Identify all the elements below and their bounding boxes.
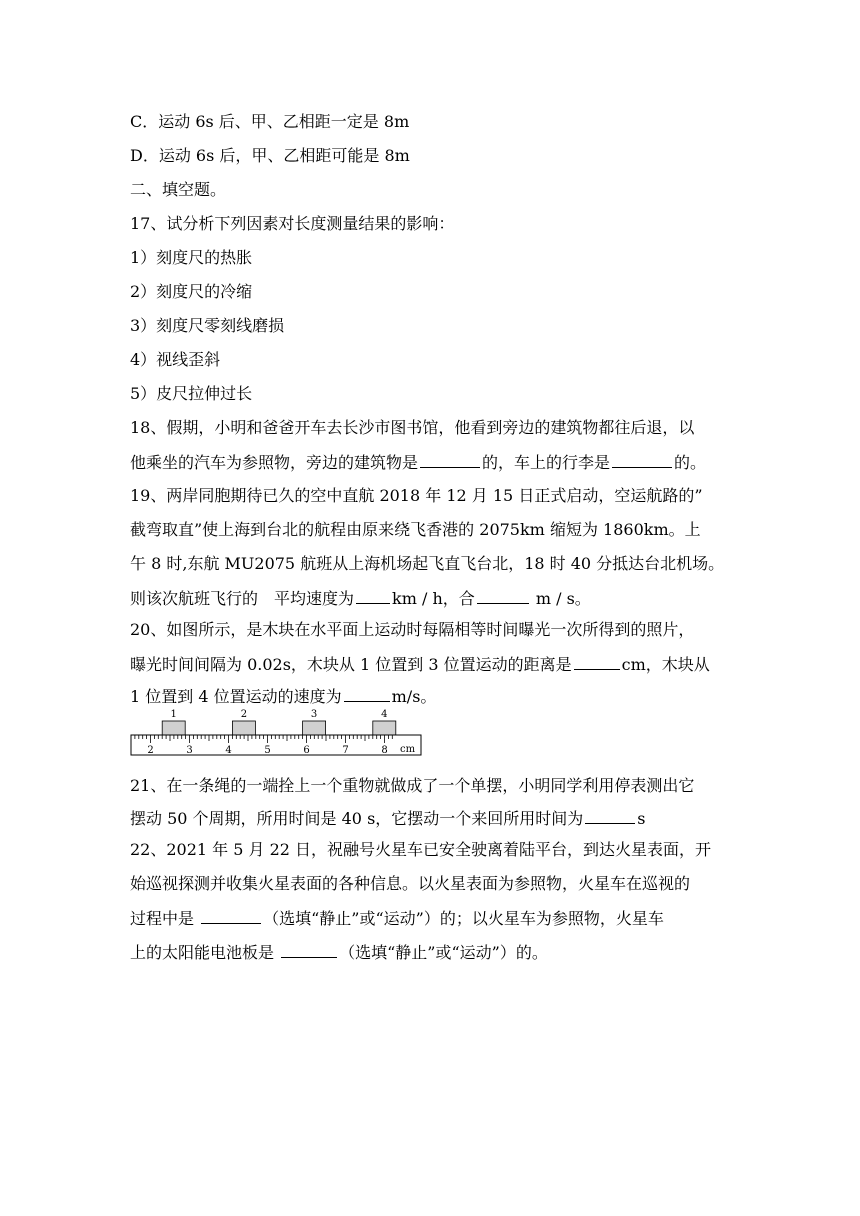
- question-22-line4: 上的太阳能电池板是 （选填“静止”或“运动”）的。: [130, 943, 548, 962]
- block-label: 1: [170, 709, 177, 720]
- question-20-line1: 20、如图所示，是木块在水平面上运动时每隔相等时间曝光一次所得到的照片，: [130, 620, 695, 639]
- wood-block: [303, 721, 326, 735]
- ruler-tick-label: 7: [342, 745, 349, 756]
- blank-q20-1: [574, 654, 620, 670]
- ruler-tick-label: 2: [147, 745, 154, 756]
- question-18-line2: 他乘坐的汽车为参照物，旁边的建筑物是 的，车上的行李是 的。: [130, 453, 707, 472]
- section-heading: 二、填空题。: [130, 180, 227, 199]
- wood-block: [232, 721, 255, 735]
- ruler-tick-label: 4: [225, 745, 232, 756]
- blank-q18-2: [612, 452, 672, 468]
- ruler-tick-label: 3: [186, 745, 193, 756]
- question-18-line1: 18、假期，小明和爸爸开车去长沙市图书馆，他看到旁边的建筑物都往后退，以: [130, 418, 695, 437]
- blank-q19-2: [477, 588, 529, 604]
- question-20-line2: 曝光时间间隔为 0.02s，木块从 1 位置到 3 位置运动的距离是 cm，木块从: [130, 655, 710, 674]
- question-22-line3: 过程中是 （选填“静止”或“运动”）的；以火星车为参照物，火星车: [130, 909, 664, 928]
- ruler-unit: cm: [400, 744, 416, 755]
- question-21-line1: 21、在一条绳的一端拴上一个重物就做成了一个单摆，小明同学利用停表测出它: [130, 776, 695, 795]
- block-label: 2: [240, 709, 248, 720]
- question-22-line1: 22、2021 年 5 月 22 日，祝融号火星车已安全驶离着陆平台，到达火星表面，开: [130, 840, 712, 859]
- question-19-line1: 19、两岸同胞期待已久的空中直航 2018 年 12 月 15 日正式启动，空运航路的”: [130, 486, 703, 505]
- q17-item-4: 4）视线歪斜: [130, 350, 221, 369]
- wood-block: [162, 721, 185, 735]
- ruler-tick-label: 5: [264, 745, 271, 756]
- block-label: 3: [310, 709, 318, 720]
- question-21-line2: 摆动 50 个周期，所用时间是 40 s，它摆动一个来回所用时间为 s: [130, 809, 646, 828]
- question-20-line3: 1 位置到 4 位置运动的速度为 m/s。: [130, 687, 437, 706]
- ruler-tick-label: 6: [303, 745, 310, 756]
- question-17: 17、试分析下列因素对长度测量结果的影响：: [130, 214, 455, 233]
- blank-q21: [585, 808, 635, 824]
- blank-q18-1: [420, 452, 480, 468]
- question-19-line4: 则该次航班飞行的 平均速度为 km / h，合 m / s。: [130, 589, 591, 608]
- q17-item-2: 2）刻度尺的冷缩: [130, 282, 253, 301]
- question-22-line2: 始巡视探测并收集火星表面的各种信息。以火星表面为参照物，火星车在巡视的: [130, 874, 691, 893]
- ruler-tick-label: 8: [381, 745, 388, 756]
- wood-block: [373, 721, 396, 735]
- question-19-line3: 午 8 时,东航 MU2075 航班从上海机场起飞直飞台北，18 时 40 分抵达台北机场。: [130, 554, 725, 573]
- option-d: D．运动 6s 后，甲、乙相距可能是 8m: [130, 146, 410, 165]
- blank-q19-1: [356, 588, 390, 604]
- q17-item-3: 3）刻度尺零刻线磨损: [130, 316, 285, 335]
- ruler-body: [131, 735, 421, 755]
- blank-q22-1: [201, 908, 261, 924]
- question-19-line2: 截弯取直”使上海到台北的航程由原来绕飞香港的 2075km 缩短为 1860km。上: [130, 520, 701, 539]
- blank-q22-2: [281, 942, 337, 958]
- q17-item-1: 1）刻度尺的热胀: [130, 248, 253, 267]
- q17-item-5: 5）皮尺拉伸过长: [130, 384, 253, 403]
- blank-q20-2: [344, 686, 390, 702]
- ruler-figure: [128, 706, 424, 758]
- block-label: 4: [381, 709, 388, 720]
- option-c: C．运动 6s 后、甲、乙相距一定是 8m: [130, 112, 410, 131]
